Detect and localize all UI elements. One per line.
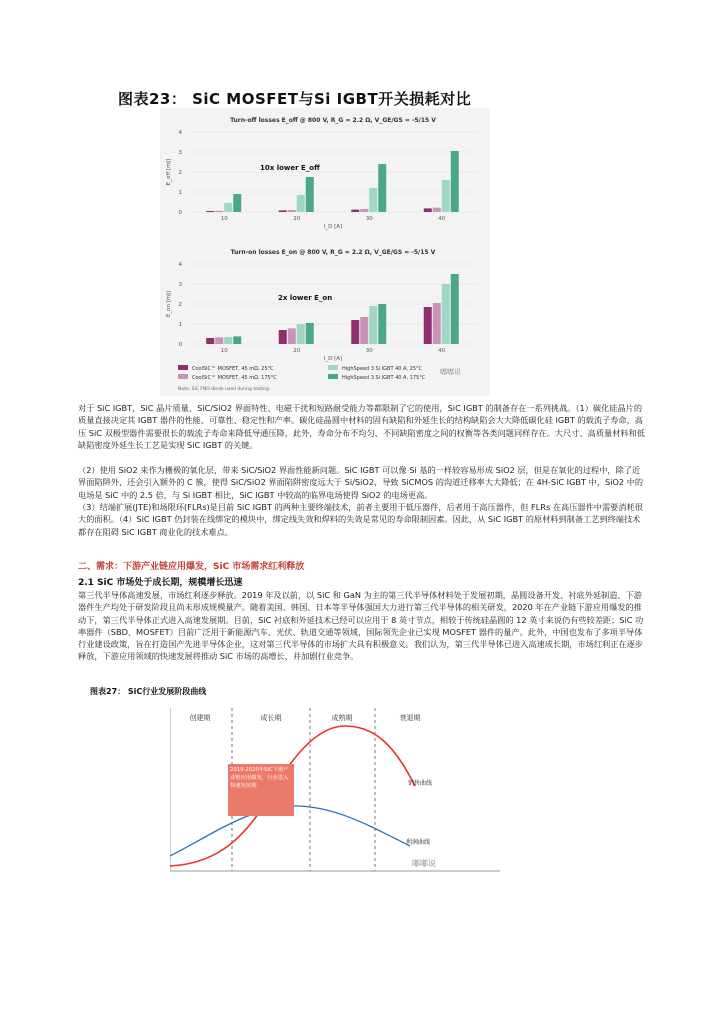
legend-label: CoolSiC™ MOSFET, 45 mΩ, 175°C	[192, 375, 277, 381]
stage-label-start: 创建期	[189, 714, 211, 722]
panel-0-bar	[442, 180, 450, 212]
panel-0-bar	[224, 203, 232, 212]
panel-1-title: Turn-on losses E_on @ 800 V, R_G = 2.2 Ω, V_GE/GS = -5/15 V	[230, 249, 436, 256]
panel-1-xtick: 40	[438, 348, 446, 354]
panel-0-ylabel: E_off [mJ]	[166, 158, 172, 186]
panel-0-title: Turn-off losses E_off @ 800 V, R_G = 2.2 Ω, V_GE/GS = -5/15 V	[230, 117, 436, 124]
section-title: 二、需求：下游产业链应用爆发，SiC 市场需求红利释放	[78, 562, 305, 572]
profit-curve-label: 利润曲线	[406, 839, 431, 846]
panel-1-bar	[215, 337, 223, 344]
panel-0-xlabel: I_D [A]	[323, 224, 343, 230]
panel-1-bar	[206, 338, 214, 344]
panel-1-bar	[442, 284, 450, 344]
panel-0-bar	[297, 195, 305, 212]
panel-1-bar	[288, 328, 296, 344]
switching-loss-chart	[160, 108, 490, 396]
highlight-text: 2019-2020年SiC下游产业链应用爆发，行业进入快速发展期	[230, 767, 289, 789]
panel-1-xtick: 30	[365, 348, 373, 354]
panel-0-bar	[378, 164, 386, 212]
panel-1-ytick: 3	[178, 282, 182, 288]
panel-1-ytick: 2	[178, 302, 182, 308]
panel-0-bar	[215, 211, 223, 212]
panel-1-ytick: 0	[178, 342, 182, 348]
legend-label: HighSpeed 3 Si IGBT 40 A, 25°C	[342, 366, 423, 372]
panel-1-bar	[233, 336, 241, 344]
panel-1-bar	[451, 274, 459, 344]
panel-0-xtick: 20	[293, 216, 301, 222]
panel-0-xtick: 40	[438, 216, 446, 222]
stage-label-decline: 衰退期	[399, 714, 421, 722]
panel-1-bar	[224, 337, 232, 344]
panel-1-bar	[279, 330, 287, 344]
panel-0-bar	[351, 210, 359, 212]
panel-0-xtick: 10	[220, 216, 228, 222]
paragraph-1: 对于 SiC IGBT，SiC 晶片质量、SiC/SiO2 界面特性、电磁干扰和短路耐受能力等都限制了它的使用，SiC IGBT 的制备存在一系列挑战。（1）碳化硅晶片的质量直接决定其 IGBT 器件的性能、可靠性、稳定性和产率。碳化硅晶圆中材料的固有缺陷和外延生长的结构缺陷会大大降低碳化硅 IGBT 的载流子寿命，高压 SiC 双极型器件需要很长的载流子寿命来降低导通压降，此外，寿命分布不均匀、不同缺陷密度之间的权衡等各类问题同样存在。大尺寸、高质量材料和低缺陷密度外延生长工艺是实现 SiC IGBT 的关键。	[78, 403, 645, 450]
switching-loss-svg	[160, 108, 490, 396]
panel-1-xtick: 20	[293, 348, 301, 354]
paragraph-4: 第三代半导体高速发展，市场红利逐步释放。2019 年及以前，以 SiC 和 GaN 为主的第三代半导体材料处于发展初期，晶圆设备开发、衬底外延制造、下游器件生产均处于研发阶段且尚未形成规模量产。随着美国、韩国、日本等半导体强国大力进行第三代半导体的相关研发，2020 年在产业链下游应用爆发的推动下，第三代半导体正式进入高速发展期。目前，SiC 衬底和外延技术已经可以应用于 8 英寸节点，相较于传统硅晶圆的 12 英寸来说仍有些较差距；SiC 功率器件（SBD、MOSFET）目前广泛用于新能源汽车、光伏、轨道交通等领域，国际领先企业已实现 MOSFET 器件的量产。此外，中国也发布了多项半导体行业建设政策，旨在打造国产先进半导体企业，这对第三代半导体的市场扩大具有积极意义。我们认为，第三代半导体已进入高速成长期，市场红利正在逐步释放，下游应用领域的快速发展将推动 SiC 市场的高增长，并加剧行业竞争。	[78, 590, 644, 662]
legend-label: HighSpeed 3 Si IGBT 40 A, 175°C	[342, 375, 426, 381]
panel-1-ylabel: E_on [mJ]	[166, 290, 172, 318]
panel-0-xtick: 30	[365, 216, 373, 222]
panel-0-bar	[424, 208, 432, 212]
panel-1-ytick: 4	[178, 262, 182, 268]
panel-0-ytick: 2	[178, 170, 182, 176]
panel-1-xlabel: I_D [A]	[323, 356, 343, 362]
panel-1-bar	[306, 323, 314, 344]
panel-0-bar	[360, 209, 368, 212]
panel-1-bar	[360, 317, 368, 344]
panel-1-annotation: 2x lower E_on	[278, 294, 333, 302]
panel-0-ytick: 0	[178, 210, 182, 216]
watermark-1: 嘟嘟说	[440, 368, 461, 376]
subsection-title: 2.1 SiC 市场处于成长期，规模增长迅速	[78, 578, 243, 588]
panel-0-annotation: 10x lower E_off	[260, 164, 320, 172]
legend-swatch	[328, 374, 338, 379]
panel-0-bar	[451, 151, 459, 212]
paragraph-3: （3）结端扩展(JTE)和场限环(FLRs)是目前 SiC IGBT 的两种主要终端技术，前者主要用于低压器件，后者用于高压器件，但 FLRs 在高压器件中需要消耗很大的面积。（4）SiC IGBT 仍封装在线绑定的模块中，绑定线失效和焊料的失效是常见的寿命限制因素。因此，从 SiC IGBT 的原材料到制备工艺到终端技术都存在阻碍 SiC IGBT 商业化的技术难点。	[78, 502, 643, 537]
panel-1-bar	[369, 306, 377, 344]
stage-label-mature: 成熟期	[331, 714, 353, 722]
panel-0-bar	[288, 210, 296, 212]
panel-0-bar	[433, 208, 441, 212]
panel-0-bar	[306, 177, 314, 212]
stage-label-growth: 成长期	[260, 714, 282, 722]
figure2-title: 图表27： SiC行业发展阶段曲线	[90, 687, 207, 696]
panel-0-bar	[279, 210, 287, 212]
stage-svg	[170, 706, 500, 876]
panel-0-ytick: 4	[178, 130, 182, 136]
legend-swatch	[178, 365, 188, 370]
industry-stage-chart	[170, 706, 500, 876]
panel-1-bar	[351, 320, 359, 344]
panel-0-ytick: 1	[178, 190, 182, 196]
paragraph-2: （2）使用 SiO2 来作为栅极的氧化层，带来 SiC/SiO2 界面性能新问题。SiC IGBT 可以像 Si 基的一样较容易形成 SiO2 层，但是在氧化的过程中，除了近界面陷阱外，还会引入额外的 C 簇，使得 SiC/SiO2 界面陷阱密度远大于 Si/SiO2，导致 SiCMOS 的沟道迁移率大大降低；在 4H-SiC IGBT 中，SiO2 中的电场是 SiC 中的 2.5 倍，与 Si IGBT 相比，SiC IGBT 中较高的临界电场使得 SiO2 的电场更高。	[78, 465, 644, 500]
panel-1-bar	[378, 304, 386, 344]
panel-0-ytick: 3	[178, 150, 182, 156]
legend-label: CoolSiC™ MOSFET, 45 mΩ, 25°C	[192, 366, 274, 372]
figure-note: Note: SiC FNO diode used during testing	[178, 387, 269, 392]
panel-1-xtick: 10	[220, 348, 228, 354]
panel-1-bar	[424, 307, 432, 344]
panel-1-bar	[433, 303, 441, 344]
panel-0-bar	[233, 194, 241, 212]
figure-title: 图表23： SiC MOSFET与Si IGBT开关损耗对比	[118, 90, 472, 108]
legend-swatch	[328, 365, 338, 370]
panel-1-ytick: 1	[178, 322, 182, 328]
watermark-2: 嘟嘟说	[412, 859, 436, 868]
panel-0-bar	[369, 188, 377, 212]
panel-1-bar	[297, 324, 305, 344]
panel-0-bar	[206, 211, 214, 212]
legend-swatch	[178, 374, 188, 379]
sales-curve-label: 销售曲线	[408, 780, 433, 787]
